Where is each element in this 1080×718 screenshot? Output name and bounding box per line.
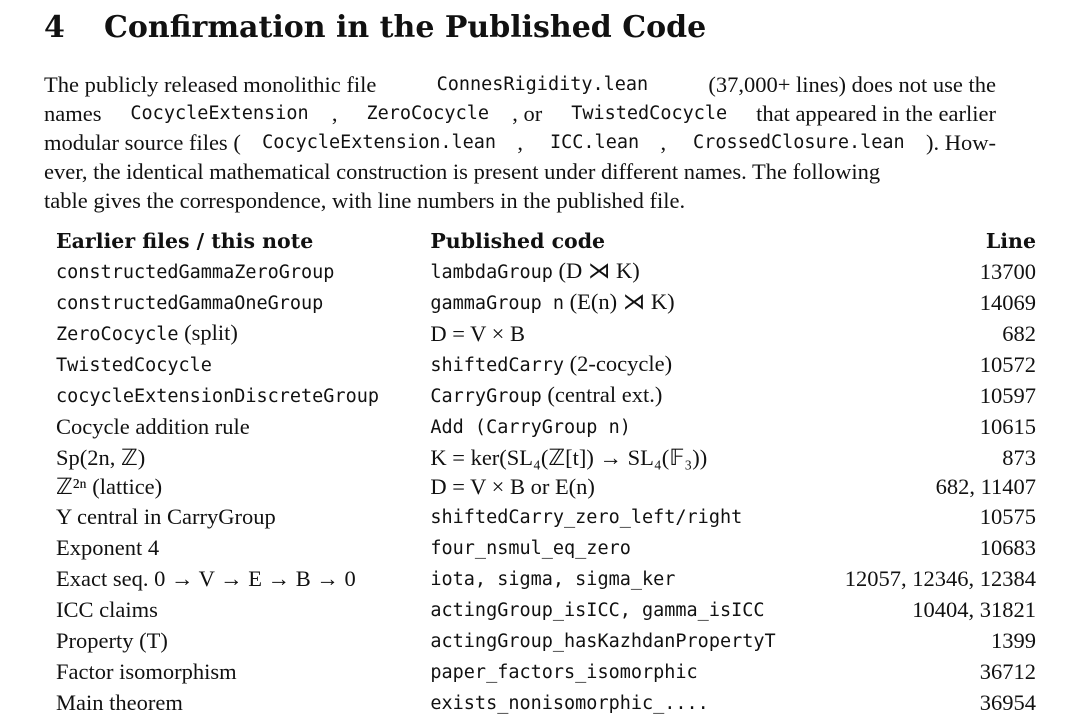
- published-note: (2-cocycle): [564, 351, 673, 377]
- cell-earlier: [56, 687, 430, 718]
- table-row: [56, 625, 1036, 656]
- table-row: [56, 411, 1036, 442]
- paragraph-line: [44, 70, 996, 99]
- published-identifier: four_nsmul_eq_zero: [430, 537, 631, 559]
- table-row: [56, 287, 1036, 318]
- cell-earlier: [56, 287, 430, 318]
- paragraph-line: [44, 99, 996, 128]
- published-identifier: exists_nonisomorphic_....: [430, 693, 709, 715]
- text-run: , or: [512, 101, 548, 126]
- cell-earlier: [56, 472, 430, 501]
- published-note: (central ext.): [541, 382, 663, 408]
- cell-earlier: [56, 594, 430, 625]
- cell-line-number: 14069: [979, 290, 1036, 316]
- published-identifier: actingGroup_isICC, gamma_isICC: [430, 600, 765, 622]
- cell-line-number: 682, 11407: [935, 473, 1036, 499]
- text-run: ,: [660, 130, 672, 155]
- published-identifier: Add (CarryGroup n): [430, 417, 631, 439]
- published-note: K = ker(SL₄(ℤ[t]) → SL₄(𝔽₃)): [430, 444, 708, 470]
- cell-earlier: [56, 532, 430, 563]
- cell-line-number: 1399: [991, 628, 1036, 654]
- table-row: [56, 532, 1036, 563]
- cell-published: [430, 472, 844, 501]
- cell-line-number: 12057, 12346, 12384: [844, 565, 1036, 591]
- cell-line-number: 682: [1002, 321, 1036, 347]
- cell-published: [430, 318, 844, 349]
- cell-earlier: [56, 443, 430, 472]
- correspondence-table: [56, 226, 1036, 718]
- cell-published: [430, 443, 844, 472]
- cell-earlier: [56, 256, 430, 287]
- earlier-name: cocycleExtensionDiscreteGroup: [56, 386, 380, 408]
- cell-published: [430, 287, 844, 318]
- cell-earlier: [56, 501, 430, 532]
- published-identifier: paper_factors_isomorphic: [430, 662, 698, 684]
- code-identifier: CocycleExtension: [130, 103, 309, 124]
- cell-earlier: [56, 380, 430, 411]
- code-filename: ICC.lean: [550, 132, 640, 153]
- cell-line-number: 10683: [979, 534, 1036, 560]
- table-row: [56, 594, 1036, 625]
- cell-published: [430, 349, 844, 380]
- table-row: [56, 472, 1036, 501]
- earlier-name: ZeroCocycle: [56, 324, 179, 346]
- text-run: ,: [517, 130, 529, 155]
- earlier-note: (split): [178, 320, 238, 346]
- table-row: [56, 501, 1036, 532]
- cell-line-number: 10615: [979, 414, 1036, 440]
- published-identifier: shiftedCarry: [430, 355, 565, 377]
- paragraph-line: [44, 128, 996, 157]
- text-run: ever, the identical mathematical construction is present under different names. The following: [44, 159, 881, 184]
- published-note: (D ⋊ K): [552, 258, 640, 283]
- cell-line-number: 10575: [979, 503, 1036, 529]
- section-number: 4: [44, 10, 65, 45]
- published-identifier: gammaGroup n: [430, 293, 565, 315]
- cell-earlier: [56, 625, 430, 656]
- earlier-name: Main theorem: [56, 690, 183, 716]
- table-row: [56, 687, 1036, 718]
- text-run: ,: [331, 101, 344, 126]
- cell-earlier: [56, 563, 430, 594]
- code-filename: CocycleExtension.lean: [262, 132, 497, 153]
- earlier-name: Factor isomorphism: [56, 659, 237, 685]
- table-header-row: [56, 226, 1036, 256]
- cell-line-number: 10404, 31821: [912, 597, 1036, 623]
- text-run: modular source files (: [44, 130, 241, 155]
- code-identifier: ZeroCocycle: [366, 103, 489, 124]
- code-filename: ConnesRigidity.lean: [436, 74, 649, 95]
- cell-published: [430, 256, 844, 287]
- published-note: (E(n) ⋊ K): [564, 289, 675, 315]
- earlier-name: TwistedCocycle: [56, 355, 212, 377]
- cell-line-number: 10597: [979, 383, 1036, 409]
- intro-paragraph: [44, 70, 996, 215]
- cell-published: [430, 411, 844, 442]
- text-run: that appeared in the earlier: [750, 101, 996, 126]
- published-identifier: actingGroup_hasKazhdanPropertyT: [430, 631, 776, 653]
- earlier-name: Y central in CarryGroup: [56, 503, 276, 529]
- text-run: names: [44, 101, 108, 126]
- earlier-name: Sp(2n, ℤ): [56, 444, 146, 470]
- cell-published: [430, 625, 844, 656]
- cell-earlier: [56, 349, 430, 380]
- earlier-name: Exponent 4: [56, 534, 160, 560]
- text-run: table gives the correspondence, with line numbers in the published file.: [44, 188, 686, 213]
- published-identifier: iota, sigma, sigma_ker: [430, 568, 676, 590]
- section-title: Confirmation in the Published Code: [104, 10, 707, 45]
- text-run: The publicly released monolithic file: [44, 72, 383, 97]
- text-run: (37,000+ lines) does not use the: [702, 72, 996, 97]
- cell-published: [430, 532, 844, 563]
- code-identifier: TwistedCocycle: [571, 103, 728, 124]
- cell-line-number: 10572: [979, 352, 1036, 378]
- cell-line-number: 873: [1002, 444, 1036, 470]
- paragraph-line: [44, 186, 996, 215]
- table-row: [56, 380, 1036, 411]
- cell-line-number: 13700: [979, 259, 1036, 284]
- table-body: [56, 256, 1036, 718]
- published-identifier: shiftedCarry_zero_left/right: [430, 506, 743, 528]
- earlier-name: ℤ²ⁿ (lattice): [56, 473, 163, 499]
- column-header-earlier: Earlier files / this note: [56, 229, 314, 253]
- table-row: [56, 318, 1036, 349]
- cell-earlier: [56, 318, 430, 349]
- table-row: [56, 443, 1036, 472]
- cell-line-number: 36712: [979, 659, 1036, 685]
- text-run: ). How-: [926, 130, 996, 155]
- published-identifier: lambdaGroup: [430, 262, 553, 283]
- earlier-name: constructedGammaZeroGroup: [56, 262, 335, 283]
- cell-published: [430, 380, 844, 411]
- column-header-line: Line: [985, 229, 1036, 253]
- section-heading: [44, 6, 706, 50]
- published-identifier: CarryGroup: [430, 386, 542, 408]
- earlier-name: Exact seq. 0 → V → E → B → 0: [56, 565, 356, 591]
- table-row: [56, 656, 1036, 687]
- cell-published: [430, 594, 844, 625]
- cell-earlier: [56, 656, 430, 687]
- earlier-name: ICC claims: [56, 597, 158, 623]
- published-note: D = V × B: [430, 321, 525, 347]
- earlier-name: Property (T): [56, 628, 168, 654]
- column-header-published: Published code: [430, 229, 606, 253]
- cell-published: [430, 563, 844, 594]
- cell-published: [430, 687, 844, 718]
- cell-published: [430, 501, 844, 532]
- cell-published: [430, 656, 844, 687]
- published-note: D = V × B or E(n): [430, 473, 595, 499]
- earlier-name: constructedGammaOneGroup: [56, 293, 324, 315]
- table-row: [56, 256, 1036, 287]
- code-filename: CrossedClosure.lean: [693, 132, 905, 153]
- cell-line-number: 36954: [979, 690, 1036, 716]
- table-row: [56, 563, 1036, 594]
- table-row: [56, 349, 1036, 380]
- earlier-name: Cocycle addition rule: [56, 414, 250, 440]
- paragraph-line: [44, 157, 996, 186]
- cell-earlier: [56, 411, 430, 442]
